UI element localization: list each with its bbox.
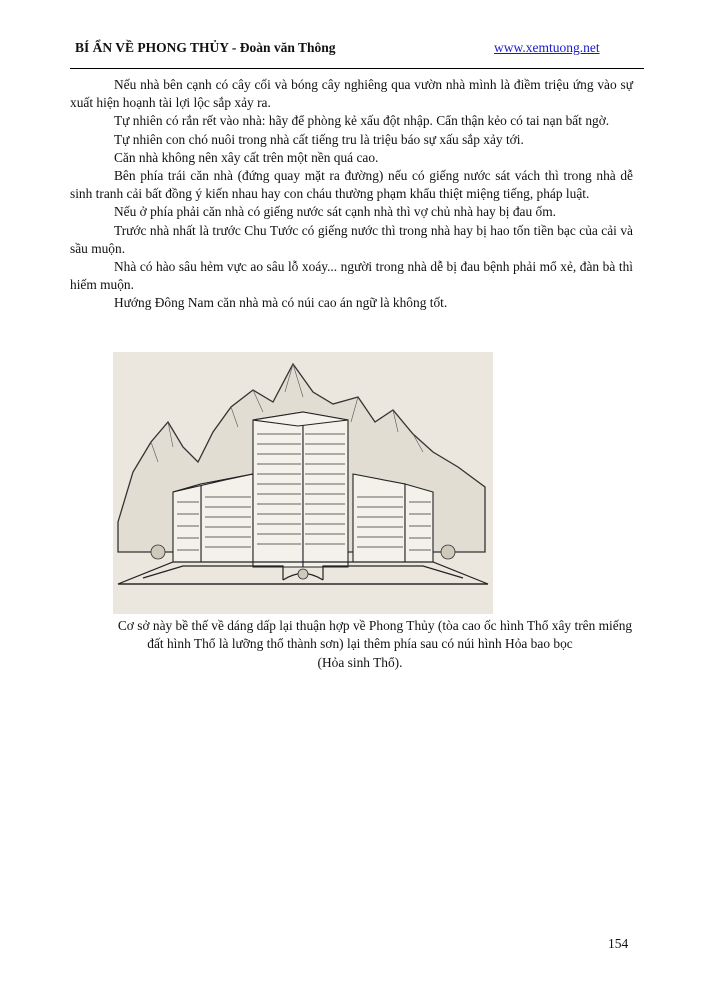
body-text: [70, 76, 633, 313]
caption-line: (Hỏa sinh Thổ).: [317, 654, 403, 670]
building-drawing: [113, 352, 493, 614]
document-title: BÍ ẨN VỀ PHONG THỦY - Đoàn văn Thông: [75, 40, 336, 55]
paragraph: Hướng Đông Nam căn nhà mà có núi cao án ngữ là không tốt.: [114, 295, 448, 311]
page-number: 154: [608, 936, 629, 951]
building-illustration: [113, 352, 493, 614]
caption-line: Cơ sở này bề thế về dáng dấp lại thuận hợp về Phong Thủy (tòa cao ốc hình Thổ xây trên miếng đất hình Thổ là lưỡng thổ thành sơn) lại thêm phía sau có núi hình Hỏa bao bọc: [117, 618, 633, 652]
paragraph: Tự nhiên con chó nuôi trong nhà cất tiếng tru là triệu báo sự xấu sắp xảy tới.: [114, 131, 524, 147]
header-rule: [70, 68, 644, 69]
paragraph: Căn nhà không nên xây cất trên một nền quá cao.: [114, 149, 379, 165]
paragraph: Bên phía trái căn nhà (đứng quay mặt ra đường) nếu có giếng nước sát vách thì trong nhà dễ sinh tranh cải bất đồng ý kiến nhau hay con cháu thường phạm khẩu thiệt miệng tiếng, pháp luật.: [70, 168, 633, 202]
paragraph: Trước nhà nhất là trước Chu Tước có giếng nước thì trong nhà hay bị hao tốn tiền bạc của cải và sầu muộn.: [70, 222, 633, 256]
paragraph: Nhà có hào sâu hẻm vực ao sâu lỗ xoáy... người trong nhà dễ bị đau bệnh phải mổ xẻ, đàn bà thì hiếm muộn.: [70, 259, 633, 293]
paragraph: Tự nhiên có rắn rết vào nhà: hãy để phòng kẻ xấu đột nhập. Cẩn thận kẻo có tai nạn bất ngờ.: [114, 113, 610, 129]
website-link[interactable]: www.xemtuong.net: [494, 40, 600, 55]
page-header: [75, 40, 630, 66]
figure-caption: [80, 617, 640, 672]
paragraph: Nếu nhà bên cạnh có cây cối và bóng cây nghiêng qua vườn nhà mình là điềm triệu ứng vào sự xuất hiện hoạnh tài lợi lộc sắp xảy ra.: [70, 77, 633, 111]
paragraph: Nếu ở phía phải căn nhà có giếng nước sát cạnh nhà thì vợ chủ nhà hay bị đau ốm.: [114, 204, 556, 220]
